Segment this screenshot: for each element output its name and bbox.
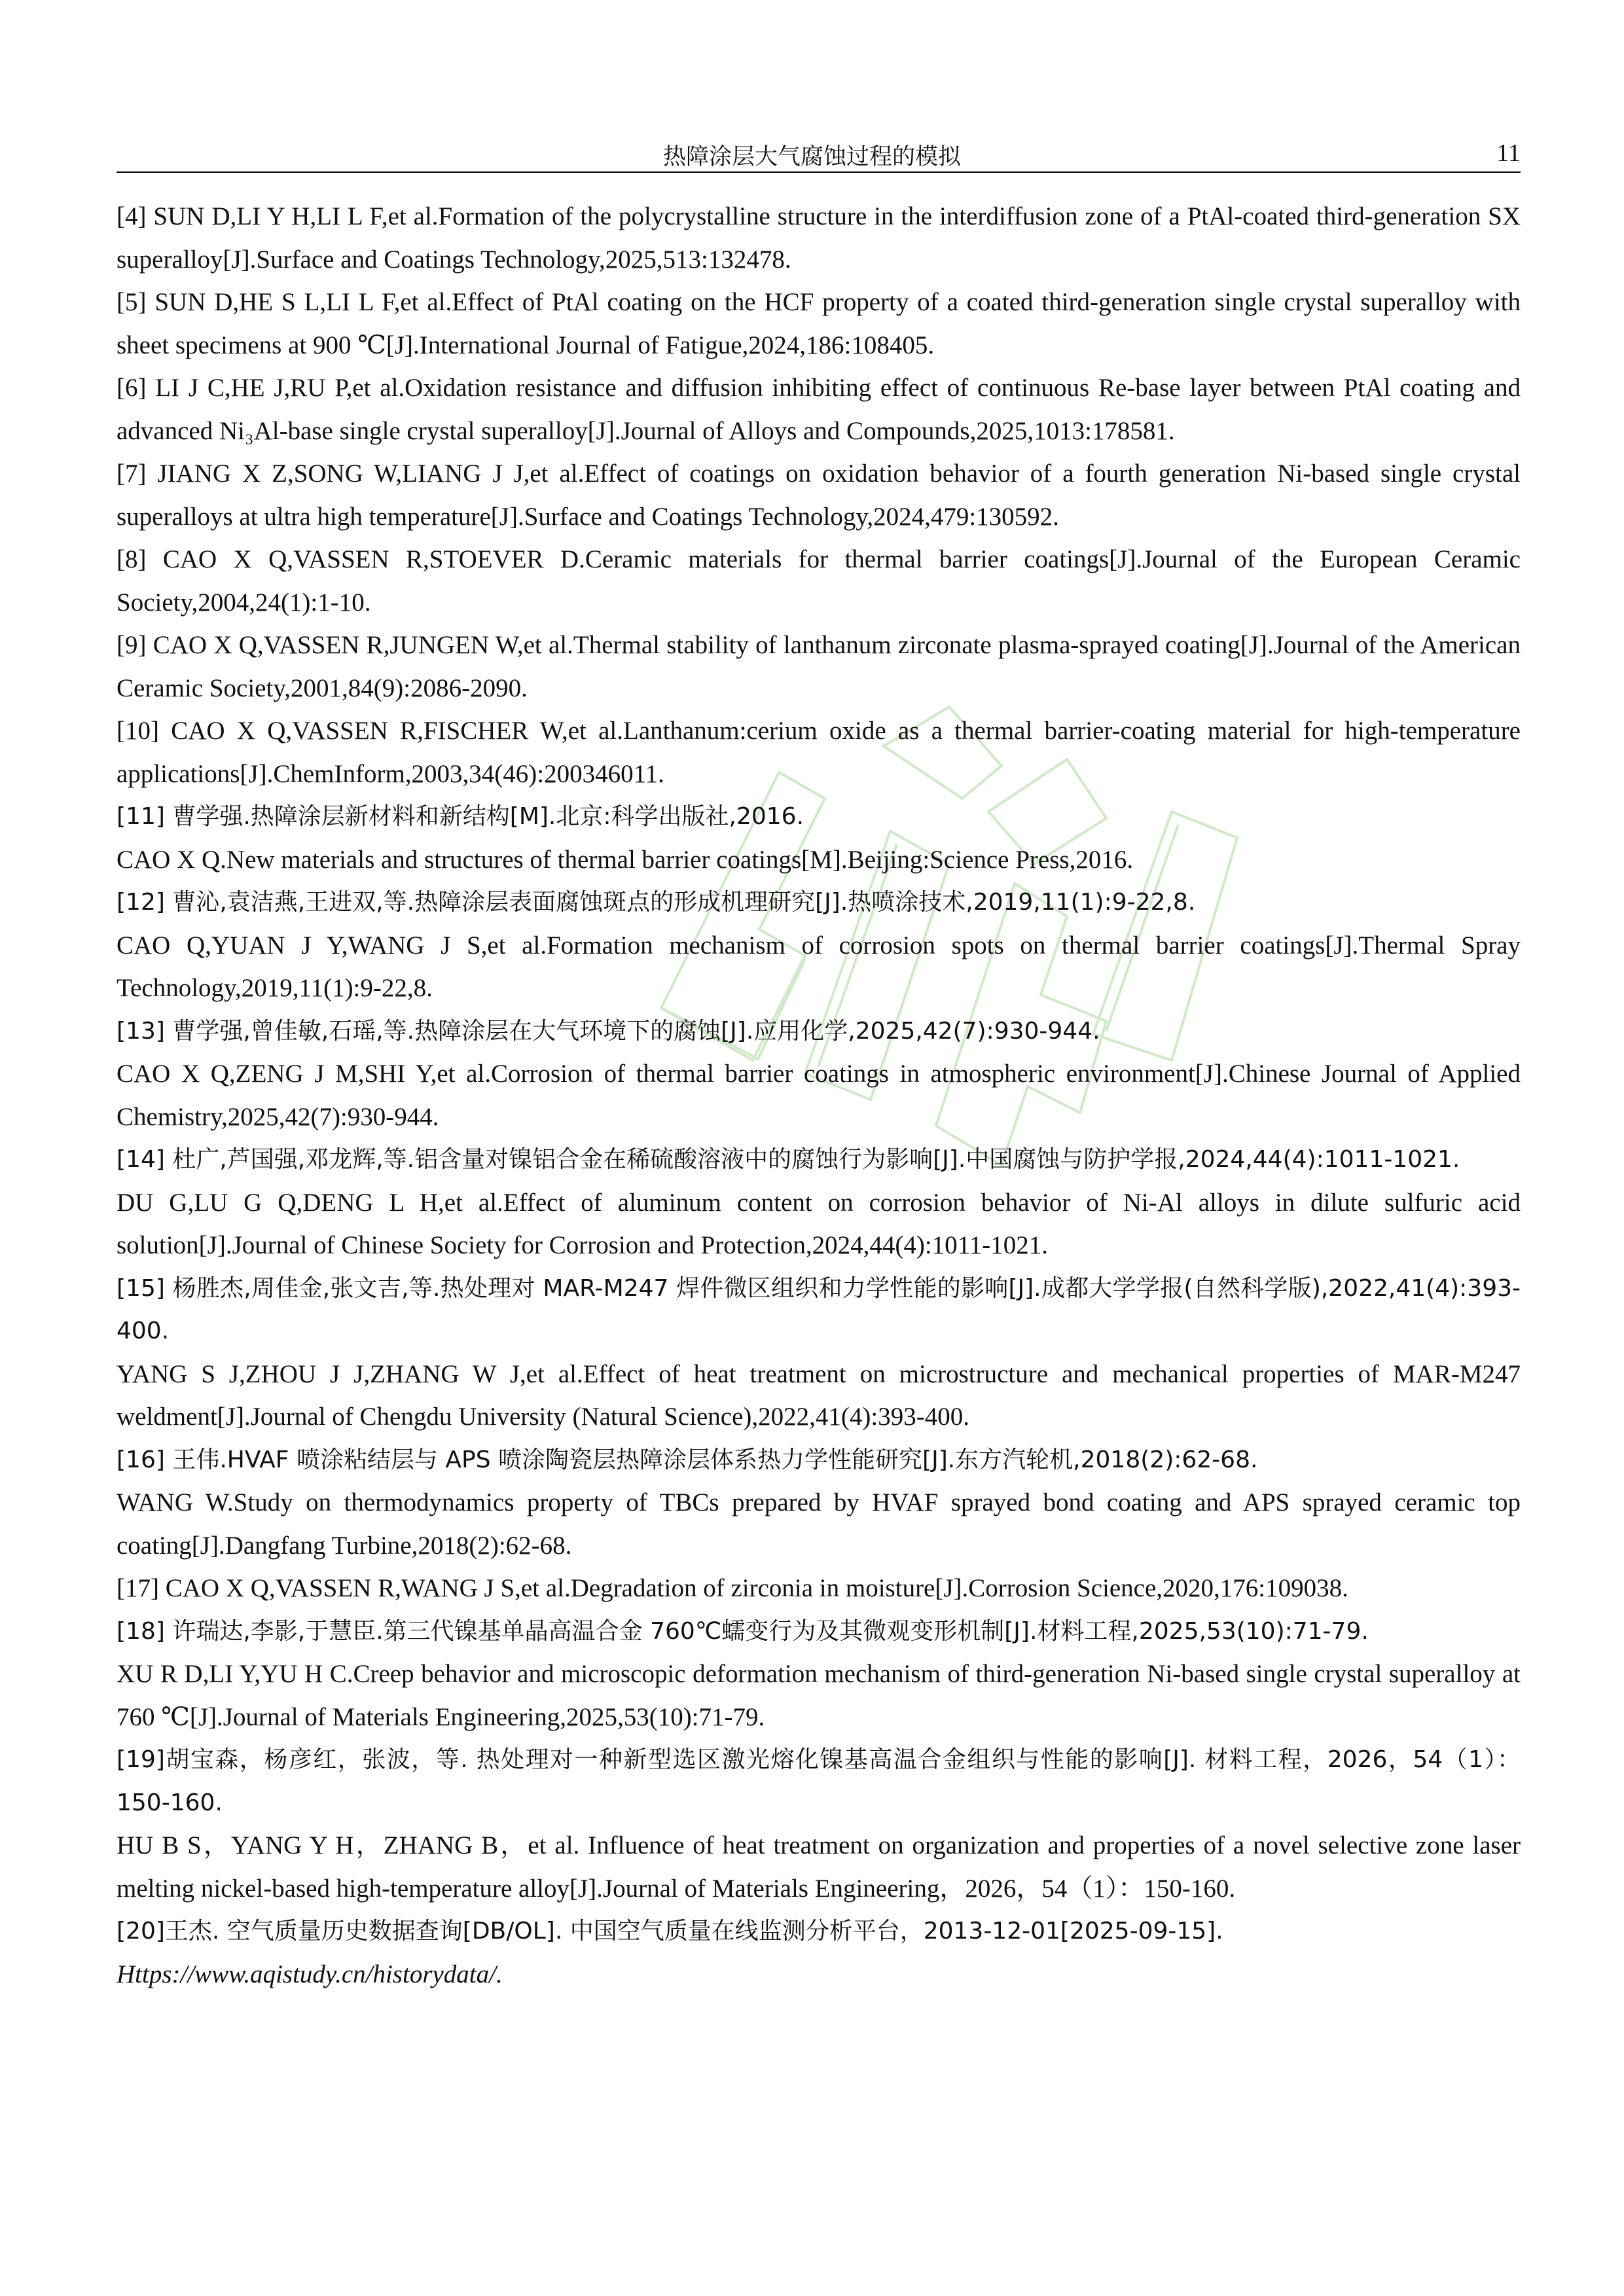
- reference-entry: [10] CAO X Q,VASSEN R,FISCHER W,et al.Lanthanum:cerium oxide as a thermal barrier-coating material for high-temperature applications[J].ChemInform,2003,34(46):200346011.: [117, 717, 1521, 788]
- reference-entry: [19]胡宝森，杨彦红，张波，等. 热处理对一种新型选区激光熔化镍基高温合金组织与性能的影响[J]. 材料工程，2026，54（1）：150-160.: [117, 1746, 1521, 1816]
- reference-entry[interactable]: Https://www.aqistudy.cn/historydata/.: [117, 1960, 503, 1988]
- reference-entry: [14] 杜广,芦国强,邓龙辉,等.铝含量对镍铝合金在稀硫酸溶液中的腐蚀行为影响[J].中国腐蚀与防护学报,2024,44(4):1011-1021.: [117, 1146, 1460, 1173]
- reference-entry: [6] LI J C,HE J,RU P,et al.Oxidation resistance and diffusion inhibiting effect of continuous Re-base layer between PtAl coating and advanced Ni₃Al-base single crystal superalloy[J].Journal of Alloys and Compounds,2025,1013:178581.: [117, 374, 1521, 445]
- reference-entry: YANG S J,ZHOU J J,ZHANG W J,et al.Effect of heat treatment on microstructure and mechanical properties of MAR-M247 weldment[J].Journal of Chengdu University (Natural Science),2022,41(4):393-400.: [117, 1359, 1521, 1431]
- reference-entry: CAO Q,YUAN J Y,WANG J S,et al.Formation mechanism of corrosion spots on thermal barrier coatings[J].Thermal Spray Technology,2019,11(1):9-22,8.: [117, 931, 1521, 1002]
- reference-entry: [17] CAO X Q,VASSEN R,WANG J S,et al.Degradation of zirconia in moisture[J].Corrosion Science,2020,176:109038.: [117, 1574, 1348, 1602]
- reference-entry: [15] 杨胜杰,周佳金,张文吉,等.热处理对 MAR-M247 焊件微区组织和力学性能的影响[J].成都大学学报(自然科学版),2022,41(4):393-400.: [117, 1274, 1521, 1344]
- reference-entry: [11] 曹学强.热障涂层新材料和新结构[M].北京:科学出版社,2016.: [117, 803, 804, 830]
- reference-entry: [5] SUN D,HE S L,LI L F,et al.Effect of PtAl coating on the HCF property of a coated third-generation single crystal superalloy with sheet specimens at 900 ℃[J].International Journal of Fatigue,2024,186:108405.: [117, 288, 1521, 359]
- page-number: 11: [1496, 139, 1521, 167]
- reference-entry: [16] 王伟.HVAF 喷涂粘结层与 APS 喷涂陶瓷层热障涂层体系热力学性能研究[J].东方汽轮机,2018(2):62-68.: [117, 1446, 1258, 1473]
- reference-entry: [12] 曹沁,袁洁燕,王进双,等.热障涂层表面腐蚀斑点的形成机理研究[J].热喷涂技术,2019,11(1):9-22,8.: [117, 889, 1196, 916]
- reference-entry: [7] JIANG X Z,SONG W,LIANG J J,et al.Effect of coatings on oxidation behavior of a fourth generation Ni-based single crystal superalloys at ultra high temperature[J].Surface and Coatings Technology,2024,479:130592.: [117, 459, 1521, 531]
- reference-entry: [13] 曹学强,曾佳敏,石瑶,等.热障涂层在大气环境下的腐蚀[J].应用化学,2025,42(7):930-944.: [117, 1017, 1100, 1045]
- reference-entry: [20]王杰. 空气质量历史数据查询[DB/OL]. 中国空气质量在线监测分析平台，2013-12-01[2025-09-15].: [117, 1918, 1223, 1945]
- reference-entry: [8] CAO X Q,VASSEN R,STOEVER D.Ceramic materials for thermal barrier coatings[J].Journal of the European Ceramic Society,2004,24(1):1-10.: [117, 545, 1521, 617]
- reference-list: [117, 195, 1521, 1996]
- reference-entry: [18] 许瑞达,李影,于慧臣.第三代镍基单晶高温合金 760℃蠕变行为及其微观变形机制[J].材料工程,2025,53(10):71-79.: [117, 1617, 1369, 1645]
- reference-entry: HU B S，YANG Y H，ZHANG B，et al. Influence of heat treatment on organization and properties of a novel selective zone laser melting nickel-based high-temperature alloy[J].Journal of Materials Engineering，2026，54（1）：150-160.: [117, 1831, 1521, 1903]
- header-rule: [117, 171, 1521, 173]
- reference-entry: CAO X Q,ZENG J M,SHI Y,et al.Corrosion of thermal barrier coatings in atmospheric environment[J].Chinese Journal of Applied Chemistry,2025,42(7):930-944.: [117, 1060, 1521, 1131]
- reference-entry: [4] SUN D,LI Y H,LI L F,et al.Formation of the polycrystalline structure in the interdiffusion zone of a PtAl-coated third-generation SX superalloy[J].Surface and Coatings Technology,2025,513:132478.: [117, 202, 1521, 274]
- reference-entry: DU G,LU G Q,DENG L H,et al.Effect of aluminum content on corrosion behavior of Ni-Al alloys in dilute sulfuric acid solution[J].Journal of Chinese Society for Corrosion and Protection,2024,44(4):1011-1021.: [117, 1188, 1521, 1259]
- reference-entry: CAO X Q.New materials and structures of thermal barrier coatings[M].Beijing:Science Press,2016.: [117, 845, 1134, 874]
- reference-entry: WANG W.Study on thermodynamics property of TBCs prepared by HVAF sprayed bond coating and APS sprayed ceramic top coating[J].Dangfang Turbine,2018(2):62-68.: [117, 1488, 1521, 1560]
- reference-entry: XU R D,LI Y,YU H C.Creep behavior and microscopic deformation mechanism of third-generation Ni-based single crystal superalloy at 760 ℃[J].Journal of Materials Engineering,2025,53(10):71-79.: [117, 1660, 1521, 1731]
- running-header-title: 热障涂层大气腐蚀过程的模拟: [662, 144, 961, 170]
- reference-entry: [9] CAO X Q,VASSEN R,JUNGEN W,et al.Thermal stability of lanthanum zirconate plasma-sprayed coating[J].Journal of the American Ceramic Society,2001,84(9):2086-2090.: [117, 631, 1521, 702]
